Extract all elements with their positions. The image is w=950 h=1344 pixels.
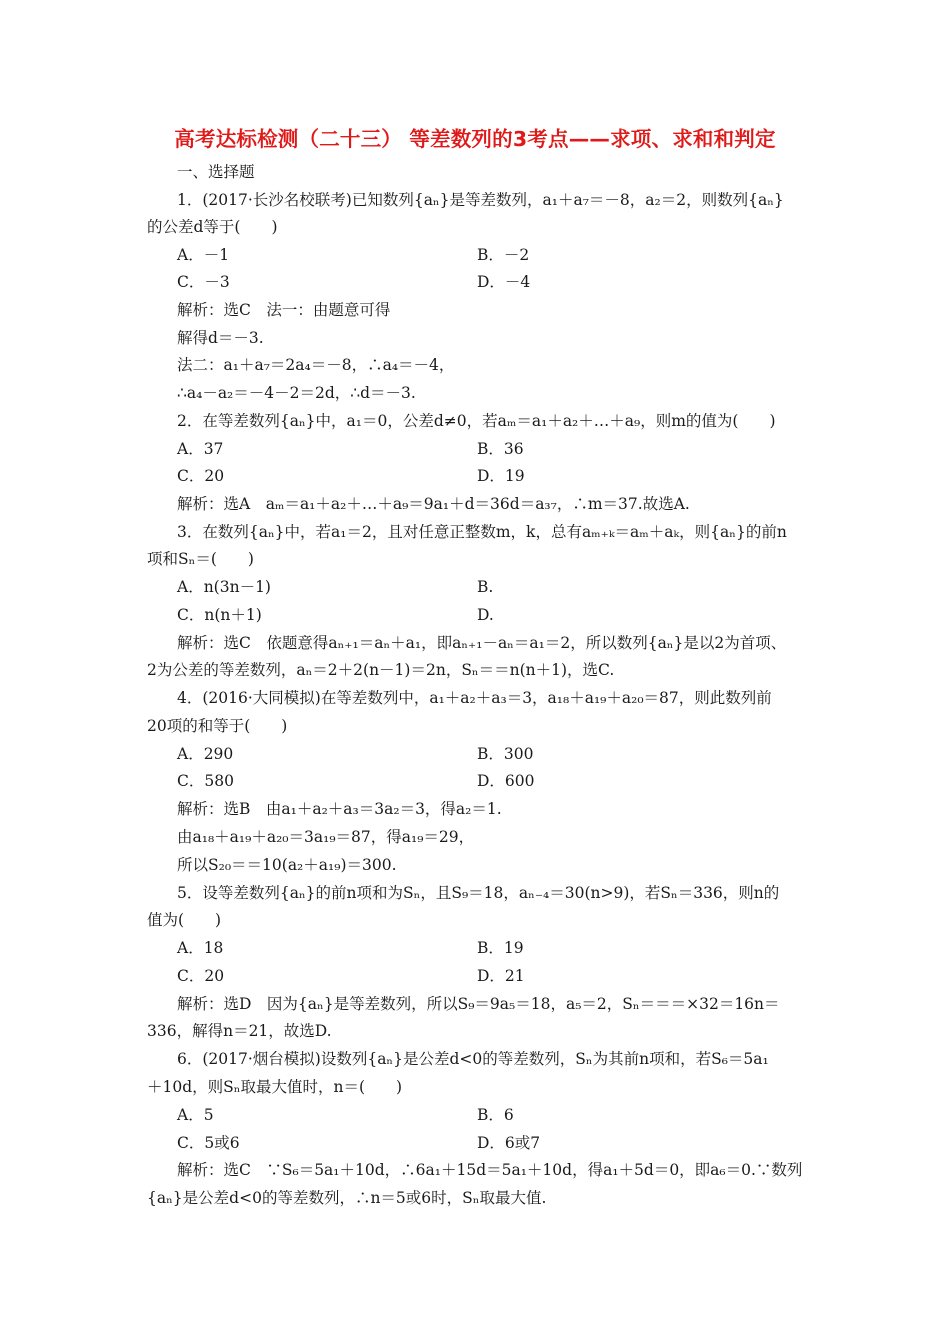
text-line: D．－4 [477, 273, 531, 291]
text-line: 解析：选D 因为{aₙ}是等差数列，所以S₉＝9a₅＝18，a₅＝2，Sₙ＝＝＝×32＝16n＝ [177, 995, 780, 1013]
text-line: 一、选择题 [177, 163, 255, 181]
text-line: 3．在数列{aₙ}中，若a₁＝2，且对任意正整数m，k，总有aₘ₊ₖ＝aₘ＋aₖ，则{aₙ}的前n [177, 523, 787, 541]
text-line: ∴a₄－a₂＝－4－2＝2d，∴d＝－3. [177, 384, 416, 402]
text-line: 解析：选C 法一：由题意可得 [177, 301, 391, 319]
text-line: 2．在等差数列{aₙ}中，a₁＝0，公差d≠0，若aₘ＝a₁＋a₂＋…＋a₉，则m的值为( ) [177, 412, 776, 430]
text-line: A．－1 [177, 246, 230, 264]
text-line: 法二：a₁＋a₇＝2a₄＝－8，∴a₄＝－4， [177, 356, 455, 374]
document-title: 高考达标检测（二十三） 等差数列的3考点——求项、求和和判定 [174, 127, 776, 151]
text-line: B．－2 [477, 246, 530, 264]
text-line: A．n(3n－1) [177, 578, 271, 596]
text-line: B．6 [477, 1106, 514, 1124]
text-line: 6．(2017·烟台模拟)设数列{aₙ}是公差d<0的等差数列，Sₙ为其前n项和，若S₆＝5a₁ [177, 1050, 769, 1068]
text-line: C．20 [177, 967, 225, 985]
text-line: 5．设等差数列{aₙ}的前n项和为Sₙ，且S₉＝18，aₙ₋₄＝30(n>9)，若Sₙ＝336，则n的 [177, 884, 780, 902]
text-line: 解析：选C 依题意得aₙ₊₁＝aₙ＋a₁，即aₙ₊₁－aₙ＝a₁＝2，所以数列{aₙ}是以2为首项、 [177, 634, 787, 652]
text-line: A．5 [177, 1106, 214, 1124]
text-line: 所以S₂₀＝＝10(a₂＋a₁₉)＝300. [177, 856, 397, 874]
text-line: D．19 [477, 467, 525, 485]
text-line: 的公差d等于( ) [147, 218, 278, 236]
text-line: B．36 [477, 440, 524, 458]
text-line: B．300 [477, 745, 534, 763]
text-line: D．21 [477, 967, 525, 985]
text-line: D．6或7 [477, 1134, 541, 1152]
text-line: B. [477, 578, 494, 596]
text-line: 1．(2017·长沙名校联考)已知数列{aₙ}是等差数列，a₁＋a₇＝－8，a₂＝2，则数列{aₙ} [177, 191, 784, 209]
text-line: 4．(2016·大同模拟)在等差数列中，a₁＋a₂＋a₃＝3，a₁₈＋a₁₉＋a₂₀＝87，则此数列前 [177, 689, 772, 707]
text-line: A．37 [177, 440, 224, 458]
text-line: C．n(n＋1) [177, 606, 262, 624]
text-line: 20项的和等于( ) [147, 717, 288, 735]
text-line: 解析：选C ∵S₆＝5a₁＋10d，∴6a₁＋15d＝5a₁＋10d，得a₁＋5d＝0，即a₆＝0.∵数列 [177, 1161, 803, 1179]
text-line: C．20 [177, 467, 225, 485]
text-line: D．600 [477, 772, 535, 790]
text-line: C．580 [177, 772, 234, 790]
text-line: 解析：选B 由a₁＋a₂＋a₃＝3a₂＝3，得a₂＝1. [177, 800, 502, 818]
text-line: C．－3 [177, 273, 230, 291]
text-line: 解析：选A aₘ＝a₁＋a₂＋…＋a₉＝9a₁＋d＝36d＝a₃₇，∴m＝37.故选A. [177, 495, 690, 513]
text-line: A．290 [177, 745, 234, 763]
text-line: 2为公差的等差数列，aₙ＝2＋2(n－1)＝2n，Sₙ＝＝n(n＋1)，选C. [147, 661, 615, 679]
text-line: D. [477, 606, 494, 624]
text-line: 值为( ) [147, 911, 222, 929]
text-line: {aₙ}是公差d<0的等差数列，∴n＝5或6时，Sₙ取最大值. [147, 1189, 547, 1207]
text-line: 336，解得n＝21，故选D. [147, 1022, 332, 1040]
text-line: 由a₁₈＋a₁₉＋a₂₀＝3a₁₉＝87，得a₁₉＝29， [177, 828, 475, 846]
text-line: B．19 [477, 939, 524, 957]
text-line: A．18 [177, 939, 224, 957]
text-line: 项和Sₙ＝( ) [147, 550, 254, 568]
text-line: C．5或6 [177, 1134, 240, 1152]
text-line: 解得d＝－3. [177, 329, 264, 347]
text-line: ＋10d，则Sₙ取最大值时，n＝( ) [147, 1078, 403, 1096]
